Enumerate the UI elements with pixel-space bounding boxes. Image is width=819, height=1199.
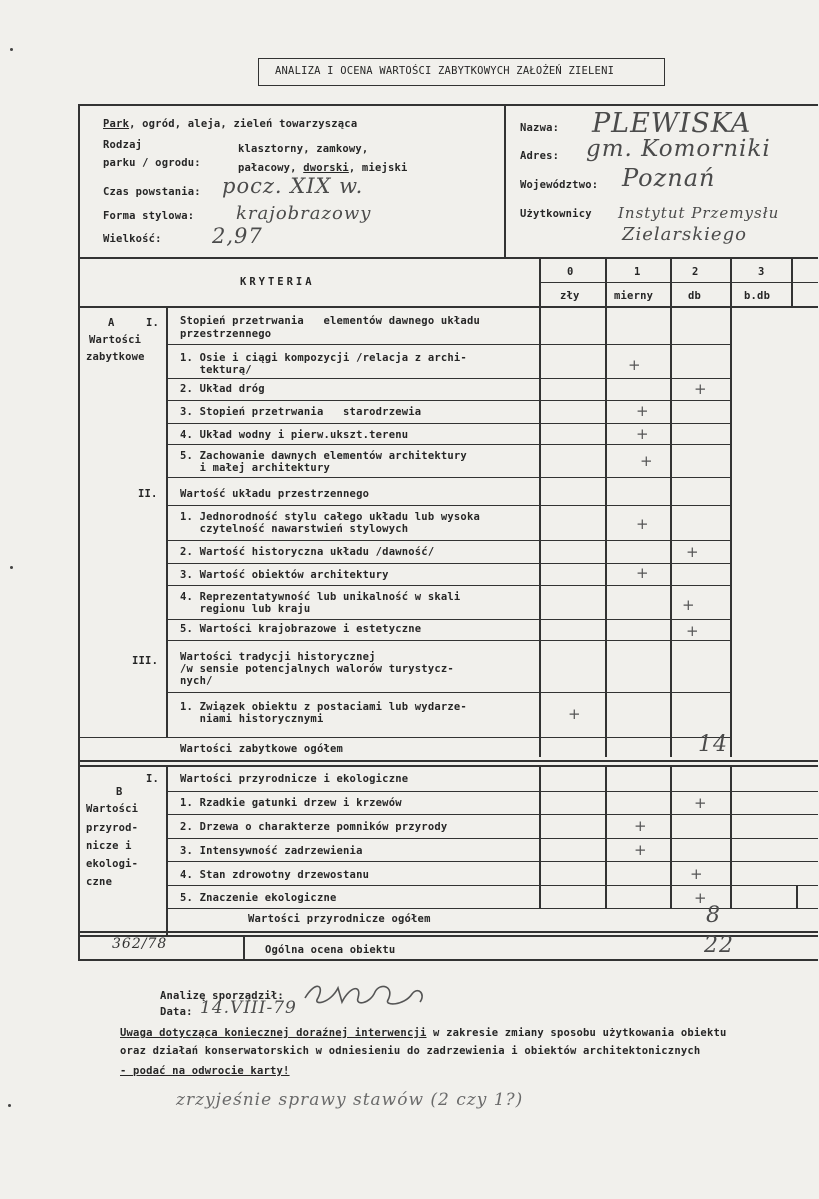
row-starodrzew: 3. Stopień przetrwania starodrzewia [180,406,422,418]
col-header-bottom-line [78,306,818,308]
binder-hole-dot [10,48,13,51]
row-line [166,423,731,424]
uzytkownicy-value-2: Zielarskiego [622,224,747,245]
mark-uklad-drog: + [694,380,707,398]
mark-osie: + [628,356,641,374]
analiza-label: Analizę sporządził: [160,990,284,1002]
group-3-title-c: nych/ [180,675,213,687]
row-line [166,344,731,345]
uwaga-line-1 [120,1027,727,1039]
col-3-label: b.db [744,290,771,302]
row-krajobrazowe: 5. Wartości krajobrazowe i estetyczne [180,623,422,635]
row-stan-zdrowotny: 4. Stan zdrowotny drzewostanu [180,869,370,881]
czas-value: pocz. XIX w. [222,174,364,198]
total-value: 22 [704,933,734,958]
b-col-line-0 [539,767,541,909]
adres-label: Adres: [520,150,560,162]
row-reprezentatywnosc-a: 4. Reprezentatywność lub unikalność w skali [180,591,461,603]
header-divider [504,104,506,258]
nazwa-value: PLEWISKA [592,108,752,139]
section-a-label-1: Wartości [89,334,142,346]
col-2-num: 2 [692,266,699,278]
table-left-line [78,104,80,961]
mark-pomniki: + [634,817,647,835]
double-line-a2 [78,765,818,767]
col-line-3 [730,257,732,757]
col-1-num: 1 [634,266,641,278]
uwaga-underlined: Uwaga dotycząca koniecznej doraźnej interwencji [120,1027,427,1039]
row-zwiazek-b: niami historycznymi [180,713,324,725]
rodzaj-label: Rodzaj [103,139,143,151]
col-line-2 [670,257,672,757]
row-line [166,540,731,541]
sum-przyrodnicze-value: 8 [706,903,721,928]
row-line [166,791,818,792]
col-2-label: db [688,290,702,302]
binder-hole-dot [10,566,13,569]
col-0-label: zły [560,290,580,302]
mark-starodrzew: + [636,402,649,420]
table-bottom-line [78,959,818,961]
col-0-num: 0 [567,266,574,278]
section-a-label-2: zabytkowe [86,351,145,363]
row-line [166,814,818,815]
row-zachowanie-b: i małej architektury [180,462,330,474]
mark-zwiazek: + [568,705,581,723]
group-1-title-a: Stopień przetrwania elementów dawnego układu [180,315,480,327]
data-value: 14.VIII-79 [200,998,297,1018]
col-3-num: 3 [758,266,765,278]
table-top-line [78,104,818,106]
col-1-label: mierny [614,290,654,302]
row-line [166,378,731,379]
group-2-title: Wartość układu przestrzennego [180,488,370,500]
nazwa-label: Nazwa: [520,122,560,134]
row-line [166,619,731,620]
row-osie-b: tekturą/ [180,364,252,376]
parku-label: parku / ogrodu: [103,157,201,169]
col-line-0 [539,257,541,757]
handwritten-note: zrzyjeśnie sprawy stawów (2 czy 1?) [176,1090,524,1110]
sum-zabytkowe-value: 14 [698,732,728,757]
section-a-roman-1: I. [146,317,160,329]
sum-przyrodnicze-label: Wartości przyrodnicze ogółem [248,913,431,925]
row-uklad-wodny: 4. Układ wodny i pierw.ukszt.terenu [180,429,409,441]
row-line [166,640,731,641]
section-b-divider [166,767,168,937]
row-reprezentatywnosc-b: regionu lub kraju [180,603,311,615]
wielkosc-value: 2,97 [212,224,263,248]
group-3-title-a: Wartości tradycji historycznej [180,651,376,663]
row-rzadkie-gatunki: 1. Rzadkie gatunki drzew i krzewów [180,797,402,809]
archive-number: 362/78 [112,936,168,952]
wojewodztwo-label: Województwo: [520,179,599,191]
forma-label: Forma stylowa: [103,210,195,222]
section-b-label-1: Wartości [86,803,139,815]
row-line [166,477,731,478]
row-obiekty-architektury: 3. Wartość obiektów architektury [180,569,389,581]
section-a-roman-2: II. [138,488,158,500]
uwaga-line-2: oraz działań konserwatorskich w odniesieniu do zadrzewienia i obiektów architektonicznych [120,1045,701,1057]
section-b-label-4: ekologi- [86,858,139,870]
row-jednorodnosc-b: czytelność nawarstwień stylowych [180,523,409,535]
mark-stan-zdrowotny: + [690,865,703,883]
row-zachowanie-a: 5. Zachowanie dawnych elementów architektury [180,450,467,462]
group-b-title: Wartości przyrodnicze i ekologiczne [180,773,409,785]
mark-jednorodnosc: + [636,515,649,533]
data-label: Data: [160,1006,193,1018]
mark-znaczenie: + [694,889,707,907]
mark-obiekty-architektury: + [636,564,649,582]
sum-zabytkowe-label: Wartości zabytkowe ogółem [180,743,344,755]
row-wartosc-historyczna: 2. Wartość historyczna układu /dawność/ [180,546,435,558]
section-a-divider [166,306,168,738]
type-line: Park, ogród, aleja, zieleń towarzysząca [103,118,358,130]
signature-icon [300,976,450,1010]
form-title: ANALIZA I OCENA WARTOŚCI ZABYTKOWYCH ZAŁOŻEŃ ZIELENI [275,65,615,77]
wojewodztwo-value: Poznań [622,164,716,192]
section-b-label-5: czne [86,876,113,888]
row-line [166,838,818,839]
b-col-line-3 [730,767,732,909]
row-line [166,400,731,401]
row-line [166,444,731,445]
group-3-title-b: /w sensie potencjalnych walorów turystycz- [180,663,454,675]
mark-zachowanie: + [640,452,653,470]
row-intensywnosc: 3. Intensywność zadrzewienia [180,845,363,857]
wielkosc-label: Wielkość: [103,233,162,245]
mark-wartosc-historyczna: + [686,543,699,561]
mark-rzadkie-gatunki: + [694,794,707,812]
row-line [166,885,818,886]
col-line-1 [605,257,607,757]
row-line [166,861,818,862]
row-line [78,737,731,738]
uzytkownicy-value-1: Instytut Przemysłu [618,204,780,222]
row-uklad-drog: 2. Układ dróg [180,383,265,395]
kryteria-heading: KRYTERIA [240,276,315,288]
row-line [166,692,731,693]
adres-value: gm. Komorniki [586,136,771,162]
mark-reprezentatywnosc: + [682,596,695,614]
b-col-line-4 [796,885,798,909]
section-b-label-3: nicze i [86,840,132,852]
total-label: Ogólna ocena obiektu [265,944,396,956]
col-header-mid-line [539,282,818,283]
mark-krajobrazowe: + [686,622,699,640]
rodzaj-options-1: klasztorny, zamkowy, [238,143,369,155]
row-zwiazek-a: 1. Związek obiektu z postaciami lub wydarze- [180,701,467,713]
section-b-letter: B [116,786,123,798]
section-b-label-2: przyrod- [86,822,139,834]
b-col-line-2 [670,767,672,909]
row-line [166,505,731,506]
header-bottom-line [78,257,818,259]
group-1-title-b: przestrzennego [180,328,272,340]
uzytkownicy-label: Użytkownicy [520,208,592,220]
section-a-roman-3: III. [132,655,159,667]
uwaga-line-3: - podać na odwrocie karty! [120,1065,290,1077]
row-jednorodnosc-a: 1. Jednorodność stylu całego układu lub wysoka [180,511,480,523]
mark-intensywnosc: + [634,841,647,859]
b-col-line-1 [605,767,607,909]
row-line [166,585,731,586]
double-line-a1 [78,760,818,762]
section-a-letter: A [108,317,115,329]
row-osie-a: 1. Osie i ciągi kompozycji /relacja z archi- [180,352,467,364]
czas-label: Czas powstania: [103,186,201,198]
section-b-roman-1: I. [146,773,160,785]
uwaga-rest: w zakresie zmiany sposobu użytkowania obiektu [426,1027,727,1039]
rodzaj-options-2: pałacowy, dworski, miejski [238,162,408,174]
row-pomniki-przyrody: 2. Drzewa o charakterze pomników przyrody [180,821,448,833]
forma-value: krajobrazowy [236,203,372,224]
mark-uklad-wodny: + [636,425,649,443]
total-left-line [243,936,245,960]
binder-hole-dot [8,1104,11,1107]
row-znaczenie-ekologiczne: 5. Znaczenie ekologiczne [180,892,337,904]
